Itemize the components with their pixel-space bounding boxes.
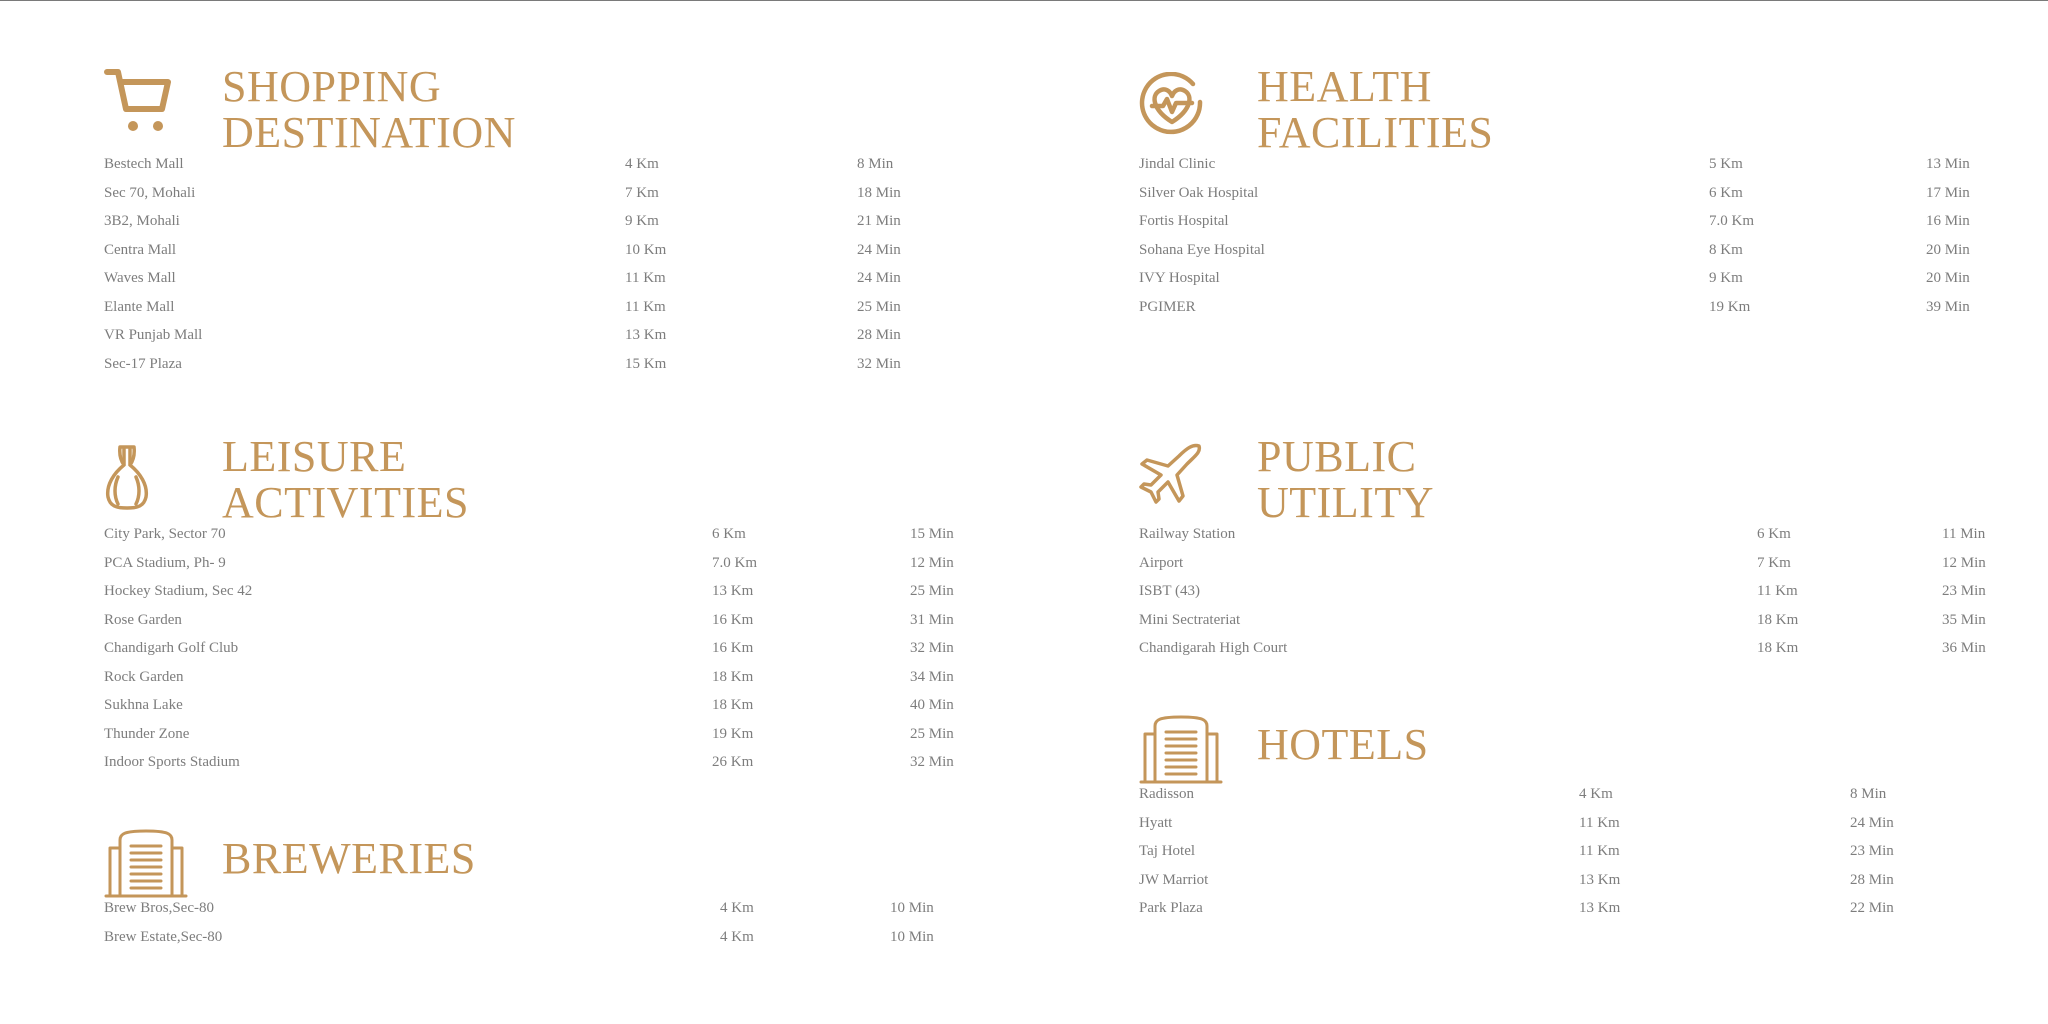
place-name: Sec-17 Plaza — [104, 355, 182, 372]
section-header — [104, 60, 1024, 157]
place-name: PGIMER — [1139, 298, 1196, 315]
travel-time: 28 Min — [1850, 871, 1894, 888]
distance-value: 10 Km — [625, 241, 667, 258]
travel-time: 25 Min — [857, 298, 901, 315]
distance-value: 11 Km — [1579, 814, 1620, 831]
place-name: Rock Garden — [104, 668, 184, 685]
section-title-line-1: HEALTH — [1257, 62, 1432, 111]
distance-value: 4 Km — [625, 156, 659, 172]
travel-time: 32 Min — [910, 754, 954, 770]
place-name: Fortis Hospital — [1139, 213, 1229, 229]
heart-pulse-icon — [1139, 72, 1205, 138]
travel-time: 23 Min — [1942, 583, 1986, 599]
travel-time: 21 Min — [857, 213, 901, 229]
section-leisure — [104, 430, 1024, 770]
travel-time: 32 Min — [857, 355, 901, 372]
travel-time: 39 Min — [1926, 298, 1970, 315]
place-name: Brew Estate,Sec-80 — [104, 928, 223, 945]
place-name: Mini Sectrateriat — [1139, 611, 1241, 628]
travel-time: 22 Min — [1850, 900, 1894, 916]
place-name: Radisson — [1139, 786, 1195, 802]
place-name: Waves Mall — [104, 270, 176, 286]
section-header — [104, 822, 1024, 902]
travel-time: 11 Min — [1942, 526, 1986, 542]
distance-value: 13 Km — [712, 583, 754, 599]
travel-time: 25 Min — [910, 583, 954, 599]
travel-time: 17 Min — [1926, 184, 1970, 201]
travel-time: 32 Min — [910, 640, 954, 656]
distance-value: 8 Km — [1709, 241, 1743, 258]
distance-value: 18 Km — [712, 668, 754, 685]
bowling-pin-icon — [104, 444, 150, 510]
travel-time: 24 Min — [857, 270, 901, 286]
section-title-line-1: PUBLIC — [1257, 432, 1417, 481]
distance-value: 4 Km — [1579, 786, 1613, 802]
travel-time: 13 Min — [1926, 156, 1970, 172]
place-name: Hockey Stadium, Sec 42 — [104, 583, 253, 599]
place-name: City Park, Sector 70 — [104, 526, 226, 542]
travel-time: 25 Min — [910, 725, 954, 742]
section-title-line-2: DESTINATION — [222, 108, 516, 157]
section-title-line-2: ACTIVITIES — [222, 478, 469, 527]
section-header — [104, 430, 1024, 527]
section-title — [1257, 434, 1434, 526]
travel-time: 34 Min — [910, 668, 954, 685]
place-name: Jindal Clinic — [1139, 156, 1216, 172]
place-name: Rose Garden — [104, 611, 182, 628]
section-header — [1139, 708, 2019, 788]
section-health — [1139, 60, 2019, 315]
distance-value: 15 Km — [625, 355, 667, 372]
airplane-icon — [1139, 442, 1203, 508]
distance-value: 13 Km — [625, 327, 667, 343]
distance-value: 18 Km — [712, 697, 754, 713]
section-public-utility — [1139, 430, 2019, 656]
section-title-line-1: SHOPPING — [222, 62, 442, 111]
travel-time: 16 Min — [1926, 213, 1970, 229]
place-name: IVY Hospital — [1139, 270, 1220, 286]
distance-value: 6 Km — [1757, 526, 1791, 542]
travel-time: 8 Min — [1850, 786, 1887, 802]
place-name: Centra Mall — [104, 241, 177, 258]
section-title-line-1: BREWERIES — [222, 834, 476, 883]
hotel-building-icon — [1139, 714, 1223, 784]
travel-time: 24 Min — [857, 241, 901, 258]
distance-value: 9 Km — [625, 213, 659, 229]
distance-value: 5 Km — [1709, 156, 1743, 172]
place-name: Sec 70, Mohali — [104, 184, 196, 201]
travel-time: 23 Min — [1850, 843, 1894, 859]
section-title-line-1: LEISURE — [222, 432, 407, 481]
distance-value: 11 Km — [625, 270, 666, 286]
place-name: VR Punjab Mall — [104, 327, 203, 343]
section-hotels — [1139, 708, 2019, 916]
section-title — [222, 64, 516, 156]
distance-value: 7.0 Km — [712, 554, 757, 571]
place-name: Silver Oak Hospital — [1139, 184, 1259, 201]
section-header — [1139, 60, 2019, 157]
distance-value: 4 Km — [720, 928, 754, 945]
section-shopping — [104, 60, 1024, 372]
travel-time: 24 Min — [1850, 814, 1894, 831]
distance-value: 13 Km — [1579, 871, 1621, 888]
distance-value: 18 Km — [1757, 611, 1799, 628]
section-title — [222, 836, 476, 882]
distance-value: 26 Km — [712, 754, 754, 770]
travel-time: 28 Min — [857, 327, 901, 343]
distance-value: 7 Km — [1757, 554, 1791, 571]
shopping-cart-icon — [104, 64, 174, 136]
travel-time: 35 Min — [1942, 611, 1986, 628]
travel-time: 20 Min — [1926, 241, 1970, 258]
place-name: Elante Mall — [104, 298, 175, 315]
section-title — [222, 434, 469, 526]
travel-time: 36 Min — [1942, 640, 1986, 656]
place-name: Railway Station — [1139, 526, 1236, 542]
distance-value: 9 Km — [1709, 270, 1743, 286]
distance-value: 11 Km — [1579, 843, 1620, 859]
travel-time: 15 Min — [910, 526, 954, 542]
place-name: 3B2, Mohali — [104, 213, 180, 229]
distance-value: 4 Km — [720, 900, 754, 916]
place-name: Thunder Zone — [104, 725, 190, 742]
travel-time: 12 Min — [1942, 554, 1986, 571]
distance-value: 18 Km — [1757, 640, 1799, 656]
section-header — [1139, 430, 2019, 527]
travel-time: 40 Min — [910, 697, 954, 713]
place-name: JW Marriot — [1139, 871, 1209, 888]
place-name: Bestech Mall — [104, 156, 184, 172]
place-name: Brew Bros,Sec-80 — [104, 900, 214, 916]
distance-value: 19 Km — [1709, 298, 1751, 315]
distance-value: 16 Km — [712, 640, 754, 656]
travel-time: 18 Min — [857, 184, 901, 201]
section-title-line-1: HOTELS — [1257, 720, 1429, 769]
place-name: Park Plaza — [1139, 900, 1203, 916]
section-title-line-2: FACILITIES — [1257, 108, 1494, 157]
travel-time: 31 Min — [910, 611, 954, 628]
place-name: Chandigarah High Court — [1139, 640, 1288, 656]
section-title — [1257, 722, 1429, 768]
place-name: Hyatt — [1139, 814, 1173, 831]
place-name: Taj Hotel — [1139, 843, 1196, 859]
section-title-line-2: UTILITY — [1257, 478, 1434, 527]
distance-value: 6 Km — [712, 526, 746, 542]
place-name: Indoor Sports Stadium — [104, 754, 240, 770]
section-breweries — [104, 822, 1024, 945]
section-title — [1257, 64, 1493, 156]
distance-value: 16 Km — [712, 611, 754, 628]
distance-value: 11 Km — [625, 298, 666, 315]
travel-time: 10 Min — [890, 900, 934, 916]
travel-time: 20 Min — [1926, 270, 1970, 286]
place-name: Sohana Eye Hospital — [1139, 241, 1265, 258]
top-divider — [0, 0, 2048, 1]
place-name: ISBT (43) — [1139, 583, 1200, 599]
distance-value: 19 Km — [712, 725, 754, 742]
distance-value: 11 Km — [1757, 583, 1798, 599]
place-name: Sukhna Lake — [104, 697, 183, 713]
place-name: PCA Stadium, Ph- 9 — [104, 554, 226, 571]
distance-value: 7 Km — [625, 184, 659, 201]
place-name: Chandigarh Golf Club — [104, 640, 239, 656]
travel-time: 8 Min — [857, 156, 894, 172]
travel-time: 10 Min — [890, 928, 934, 945]
place-name: Airport — [1139, 554, 1184, 571]
brewery-building-icon — [104, 828, 188, 898]
distance-value: 7.0 Km — [1709, 213, 1754, 229]
travel-time: 12 Min — [910, 554, 954, 571]
distance-value: 6 Km — [1709, 184, 1743, 201]
distance-value: 13 Km — [1579, 900, 1621, 916]
